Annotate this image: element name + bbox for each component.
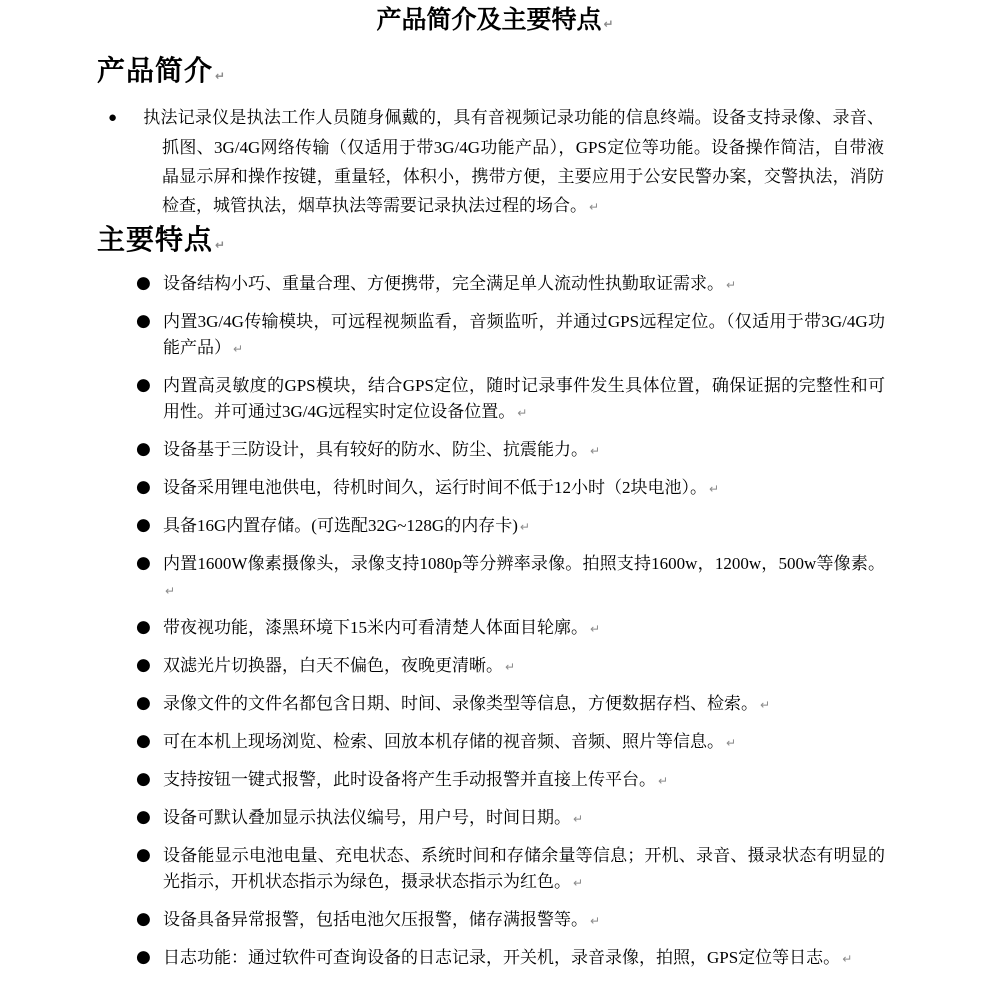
paragraph-mark: ↵	[233, 342, 244, 356]
feature-item-text: 设备具备异常报警，包括电池欠压报警，储存满报警等。	[163, 910, 588, 929]
bullet-icon: ●	[136, 375, 151, 395]
paragraph-mark: ↵	[603, 17, 614, 31]
feature-item	[0, 945, 990, 972]
bullet-icon: ●	[136, 515, 151, 535]
page-title-text: 产品简介及主要特点	[376, 7, 602, 34]
feature-item-text: 内置高灵敏度的GPS模块，结合GPS定位，随时记录事件发生具体位置，确保证据的完整性和可用性。并可通过3G/4G远程实时定位设备位置。	[163, 376, 885, 421]
feature-item	[0, 767, 990, 794]
feature-item-text: 可在本机上现场浏览、检索、回放本机存储的视音频、音频、照片等信息。	[163, 732, 724, 751]
bullet-icon: ●	[136, 909, 151, 929]
feature-item-text: 带夜视功能，漆黑环境下15米内可看清楚人体面目轮廓。	[163, 618, 588, 637]
feature-item-text: 双滤光片切换器，白天不偏色，夜晚更清晰。	[163, 656, 503, 675]
paragraph-mark: ↵	[590, 914, 601, 928]
feature-item-text: 内置3G/4G传输模块，可远程视频监看，音频监听，并通过GPS远程定位。（仅适用于带3G/4G功能产品）	[163, 312, 885, 357]
bullet-icon: ●	[136, 845, 151, 865]
section-heading-text: 主要特点	[97, 224, 214, 255]
paragraph-mark: ↵	[709, 482, 720, 496]
paragraph-mark: ↵	[726, 736, 737, 750]
paragraph-mark: ↵	[589, 200, 600, 214]
feature-item-text: 设备能显示电池电量、充电状态、系统时间和存储余量等信息；开机、录音、摄录状态有明显的光指示，开机状态指示为绿色，摄录状态指示为红色。	[163, 846, 885, 891]
feature-item	[0, 475, 990, 502]
feature-item	[0, 653, 990, 680]
paragraph-mark: ↵	[215, 238, 227, 252]
paragraph-mark: ↵	[505, 660, 516, 674]
bullet-icon: ●	[136, 769, 151, 789]
paragraph-mark: ↵	[590, 622, 601, 636]
bullet-icon: ●	[136, 617, 151, 637]
bullet-icon: ●	[136, 273, 151, 293]
feature-item-text: 设备基于三防设计，具有较好的防水、防尘、抗震能力。	[163, 440, 588, 459]
bullet-icon: ●	[136, 731, 151, 751]
intro-paragraph-text: 执法记录仪是执法工作人员随身佩戴的，具有音视频记录功能的信息终端。设备支持录像、录音、抓图、3G/4G网络传输（仅适用于带3G/4G功能产品），GPS定位等功能。设备操作简洁，自带液晶显示屏和操作按键，重量轻，体积小，携带方便，主要应用于公安民警办案，交警执法，消防检查，城管执法，烟草执法等需要记录执法过程的场合。	[143, 108, 884, 215]
bullet-icon: ●	[136, 477, 151, 497]
feature-item	[0, 729, 990, 756]
bullet-icon: ●	[136, 693, 151, 713]
feature-item	[0, 271, 990, 298]
feature-item	[0, 309, 990, 362]
bullet-icon: ●	[136, 439, 151, 459]
feature-item-text: 录像文件的文件名都包含日期、时间、录像类型等信息，方便数据存档、检索。	[163, 694, 758, 713]
paragraph-mark: ↵	[517, 406, 528, 420]
feature-item-text: 设备采用锂电池供电，待机时间久，运行时间不低于12小时（2块电池）。	[163, 478, 707, 497]
feature-item	[0, 551, 990, 604]
feature-item-text: 日志功能：通过软件可查询设备的日志记录，开关机，录音录像，拍照，GPS定位等日志。	[163, 948, 841, 967]
feature-list	[0, 271, 990, 972]
paragraph-mark: ↵	[573, 812, 584, 826]
bullet-icon: ●	[136, 655, 151, 675]
feature-item-text: 设备结构小巧、重量合理、方便携带，完全满足单人流动性执勤取证需求。	[163, 274, 724, 293]
paragraph-mark: ↵	[726, 278, 737, 292]
section-heading-text: 产品简介	[97, 55, 214, 86]
feature-item-text: 内置1600W像素摄像头，录像支持1080p等分辨率录像。拍照支持1600w，1200w，500w等像素。	[163, 554, 885, 573]
paragraph-mark: ↵	[658, 774, 669, 788]
bullet-icon: ●	[136, 311, 151, 331]
bullet-icon: ●	[136, 807, 151, 827]
bullet-icon: ●	[108, 110, 118, 126]
paragraph-mark: ↵	[842, 952, 853, 966]
paragraph-mark: ↵	[760, 698, 771, 712]
feature-item	[0, 907, 990, 934]
feature-item	[0, 513, 990, 540]
paragraph-mark: ↵	[519, 520, 530, 534]
section-heading-product-intro	[0, 55, 990, 92]
paragraph-mark: ↵	[165, 584, 176, 598]
feature-item	[0, 373, 990, 426]
feature-item	[0, 843, 990, 896]
paragraph-mark: ↵	[573, 876, 584, 890]
paragraph-mark: ↵	[590, 444, 601, 458]
paragraph-mark: ↵	[215, 69, 227, 83]
bullet-icon: ●	[136, 947, 151, 967]
page-title	[0, 0, 990, 40]
bullet-icon: ●	[136, 553, 151, 573]
feature-item	[0, 805, 990, 832]
feature-item	[0, 437, 990, 464]
feature-item-text: 具备16G内置存储。(可选配32G~128G的内存卡)	[163, 516, 518, 535]
intro-paragraph	[0, 103, 990, 222]
feature-item	[0, 615, 990, 642]
feature-item-text: 设备可默认叠加显示执法仪编号，用户号，时间日期。	[163, 808, 571, 827]
feature-item	[0, 691, 990, 718]
section-heading-main-features	[0, 224, 990, 261]
feature-item-text: 支持按钮一键式报警，此时设备将产生手动报警并直接上传平台。	[163, 770, 656, 789]
